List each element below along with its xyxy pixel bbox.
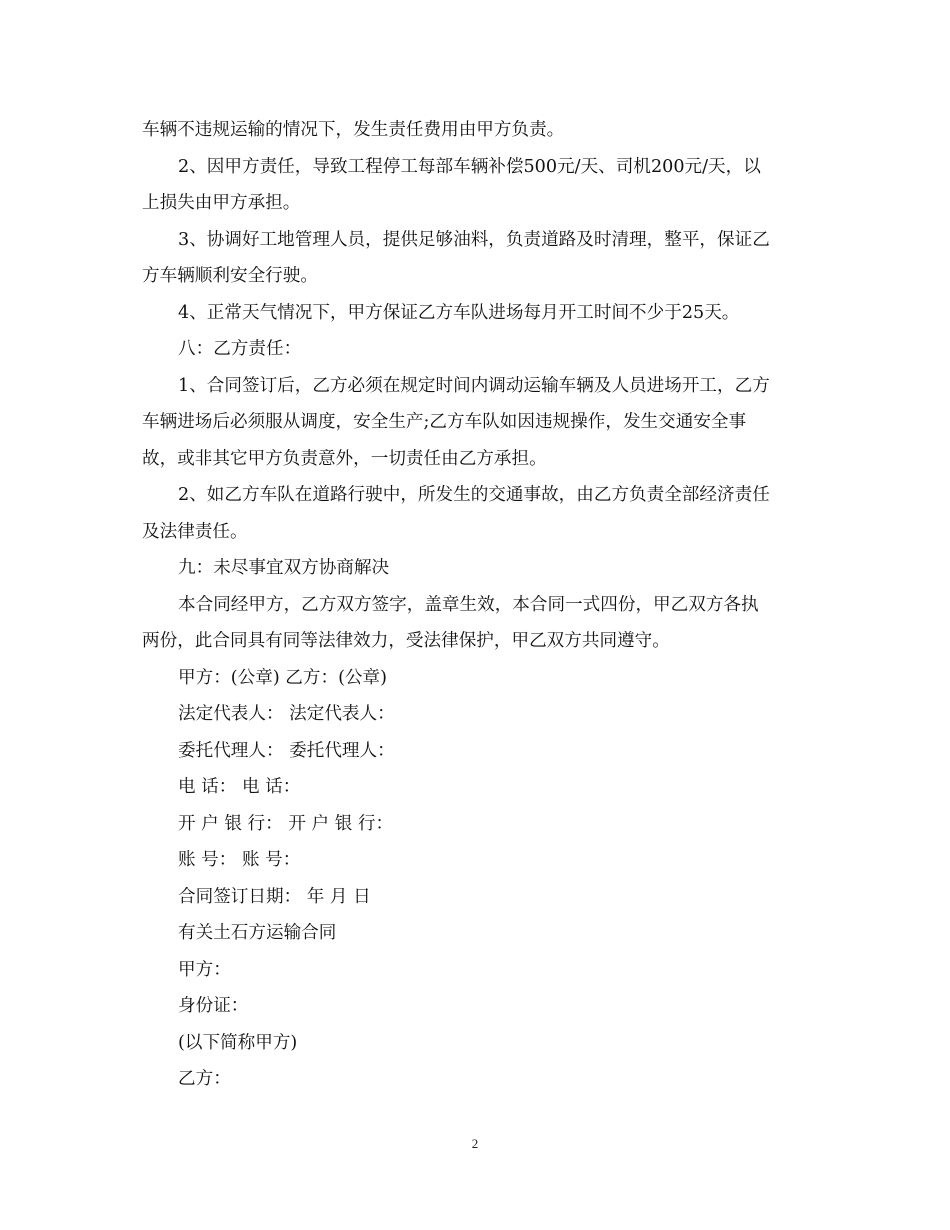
text-line: 车辆进场后必须服从调度，安全生产;乙方车队如因违规操作，发生交通安全事 [142,412,747,432]
section-heading: 八：乙方责任： [178,339,302,359]
text-line: 两份，此合同具有同等法律效力，受法律保护，甲乙双方共同遵守。 [142,631,670,651]
party-line: 甲方： [178,959,231,980]
party-line: 乙方： [178,1069,231,1089]
signature-line: 法定代表人： 法定代表人： [178,704,395,724]
signature-line: 合同签订日期： 年 月 日 [178,886,371,907]
document-title: 有关土石方运输合同 [178,923,337,943]
text-line: 车辆不违规运输的情况下，发生责任费用由甲方负责。 [142,120,565,140]
signature-line: 开 户 银 行： 开 户 银 行： [178,813,394,834]
text-line: 上损失由甲方承担。 [142,193,301,213]
signature-line: 账 号： 账 号： [178,850,301,870]
text-line: 方车辆顺利安全行驶。 [142,266,318,286]
section-heading: 九：未尽事宜双方协商解决 [178,558,390,578]
party-line: (以下简称甲方) [178,1032,298,1053]
text-line: 4、正常天气情况下，甲方保证乙方车队进场每月开工时间不少于25天。 [178,302,740,323]
signature-line: 甲方：(公章) 乙方：(公章) [178,667,387,688]
text-line: 2、因甲方责任，导致工程停工每部车辆补偿500元/天、司机200元/天，以 [178,156,761,177]
party-line: 身份证： [178,996,249,1016]
text-line: 及法律责任。 [142,521,248,542]
text-line: 1、合同签订后，乙方必须在规定时间内调动运输车辆及人员进场开工，乙方 [178,375,770,396]
document-page [142,112,807,1098]
text-line: 2、如乙方车队在道路行驶中，所发生的交通事故，由乙方负责全部经济责任 [178,485,770,505]
text-line: 故，或非其它甲方负责意外，一切责任由乙方承担。 [142,448,547,469]
text-line: 本合同经甲方，乙方双方签字，盖章生效，本合同一式四份，甲乙双方各执 [178,594,759,615]
signature-line: 委托代理人： 委托代理人： [178,740,395,761]
text-line: 3、协调好工地管理人员，提供足够油料，负责道路及时清理，整平，保证乙 [178,229,770,250]
page-number: 2 [471,1136,479,1151]
signature-line: 电 话： 电 话： [178,777,301,797]
